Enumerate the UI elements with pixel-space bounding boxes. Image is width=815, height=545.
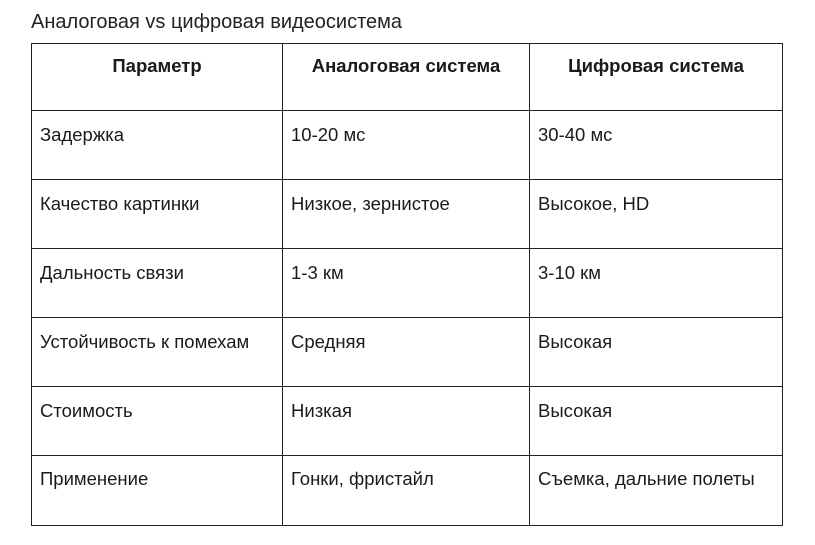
cell-analog: 1-3 км [283,249,530,318]
table-row [32,387,783,456]
header-analog-system: Аналоговая система [283,44,530,111]
table-header-row [32,44,783,111]
comparison-table [31,43,783,526]
cell-parameter: Задержка [32,111,283,180]
table-row [32,111,783,180]
cell-analog: Гонки, фристайл [283,456,530,526]
table-row [32,318,783,387]
cell-parameter: Качество картинки [32,180,283,249]
cell-analog: Средняя [283,318,530,387]
cell-digital: Высокая [530,318,783,387]
cell-digital: Высокое, HD [530,180,783,249]
cell-parameter: Стоимость [32,387,283,456]
cell-digital: 3-10 км [530,249,783,318]
header-parameter: Параметр [32,44,283,111]
cell-digital: Съемка, дальние полеты [530,456,783,526]
cell-parameter: Дальность связи [32,249,283,318]
cell-analog: Низкая [283,387,530,456]
cell-analog: 10-20 мс [283,111,530,180]
cell-parameter: Применение [32,456,283,526]
cell-digital: Высокая [530,387,783,456]
header-digital-system: Цифровая система [530,44,783,111]
cell-digital: 30-40 мс [530,111,783,180]
cell-parameter: Устойчивость к помехам [32,318,283,387]
cell-analog: Низкое, зернистое [283,180,530,249]
table-row [32,249,783,318]
table-row [32,180,783,249]
table-row [32,456,783,526]
page-title: Аналоговая vs цифровая видеосистема [31,11,403,33]
